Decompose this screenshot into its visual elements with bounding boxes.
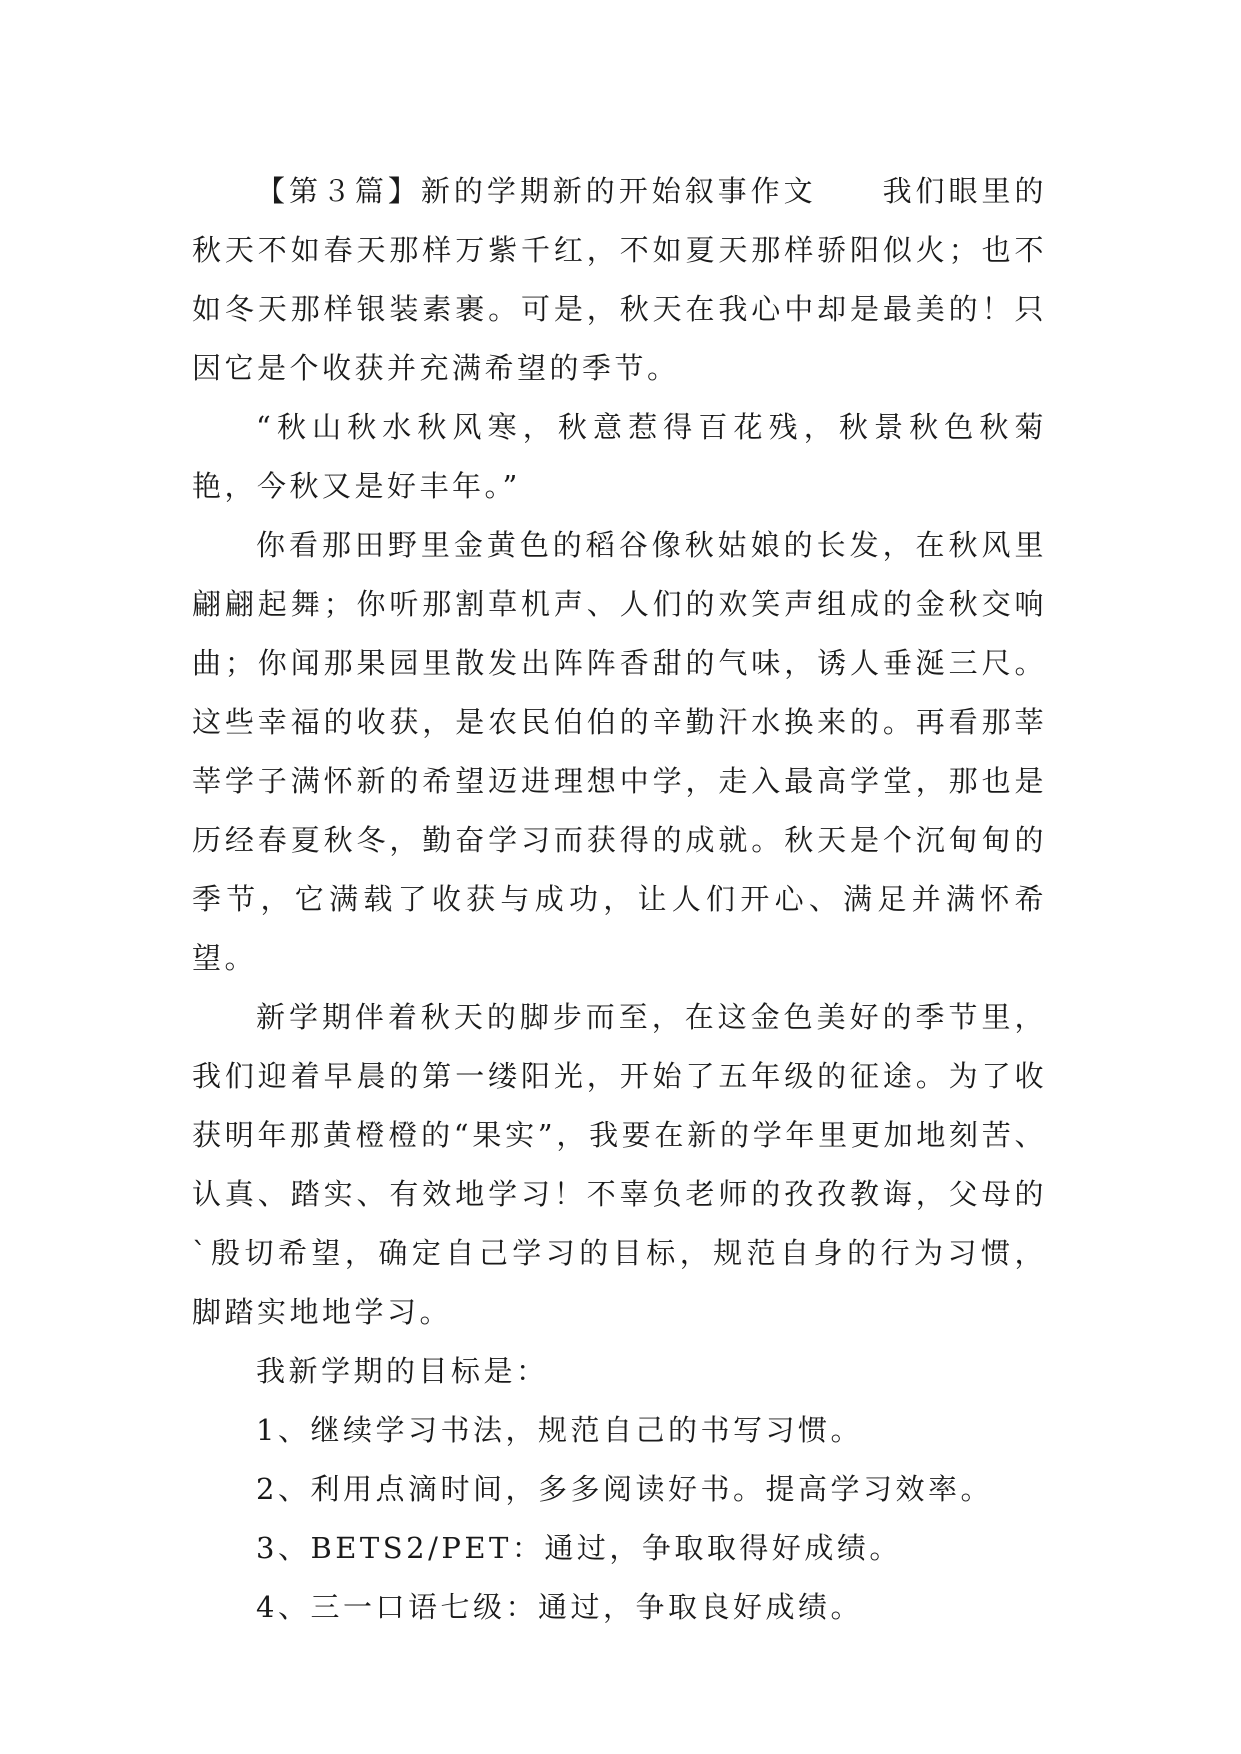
paragraph-autumn-harvest: 你看那田野里金黄色的稻谷像秋姑娘的长发，在秋风里翩翩起舞；你听那割草机声、人们的欢笑声组成的金秋交响曲；你闻那果园里散发出阵阵香甜的气味，诱人垂涎三尺。这些幸福的收获，是农民伯伯的辛勤汗水换来的。再看那莘莘学子满怀新的希望迈进理想中学，走入最高学堂，那也是历经春夏秋冬，勤奋学习而获得的成就。秋天是个沉甸甸的季节，它满载了收获与成功，让人们开心、满足并满怀希望。 (192, 528, 1047, 975)
goal-item-2: 2、利用点滴时间，多多阅读好书。提高学习效率。 (256, 1472, 993, 1506)
goal-item-1: 1、继续学习书法，规范自己的书写习惯。 (256, 1413, 863, 1447)
goal-item-3: 3、BETS2/PET：通过，争取取得好成绩。 (256, 1531, 902, 1565)
paragraph-poem: “秋山秋水秋风寒，秋意惹得百花残，秋景秋色秋菊艳，今秋又是好丰年。” (192, 410, 1047, 503)
article-body (192, 162, 1047, 1637)
paragraph-goals-heading: 我新学期的目标是： (256, 1354, 549, 1388)
paragraph-intro: 【第３篇】新的学期新的开始叙事作文 我们眼里的秋天不如春天那样万紫千红，不如夏天那样骄阳似火；也不如冬天那样银装素裹。可是，秋天在我心中却是最美的！只因它是个收获并充满希望的季节。 (192, 174, 1047, 385)
goal-item-4: 4、三一口语七级：通过，争取良好成绩。 (256, 1590, 863, 1624)
paragraph-new-semester: 新学期伴着秋天的脚步而至，在这金色美好的季节里，我们迎着早晨的第一缕阳光，开始了五年级的征途。为了收获明年那黄橙橙的“果实”，我要在新的学年里更加地刻苦、认真、踏实、有效地学习！不辜负老师的孜孜教诲，父母的`殷切希望，确定自己学习的目标，规范自身的行为习惯，脚踏实地地学习。 (192, 1000, 1047, 1329)
